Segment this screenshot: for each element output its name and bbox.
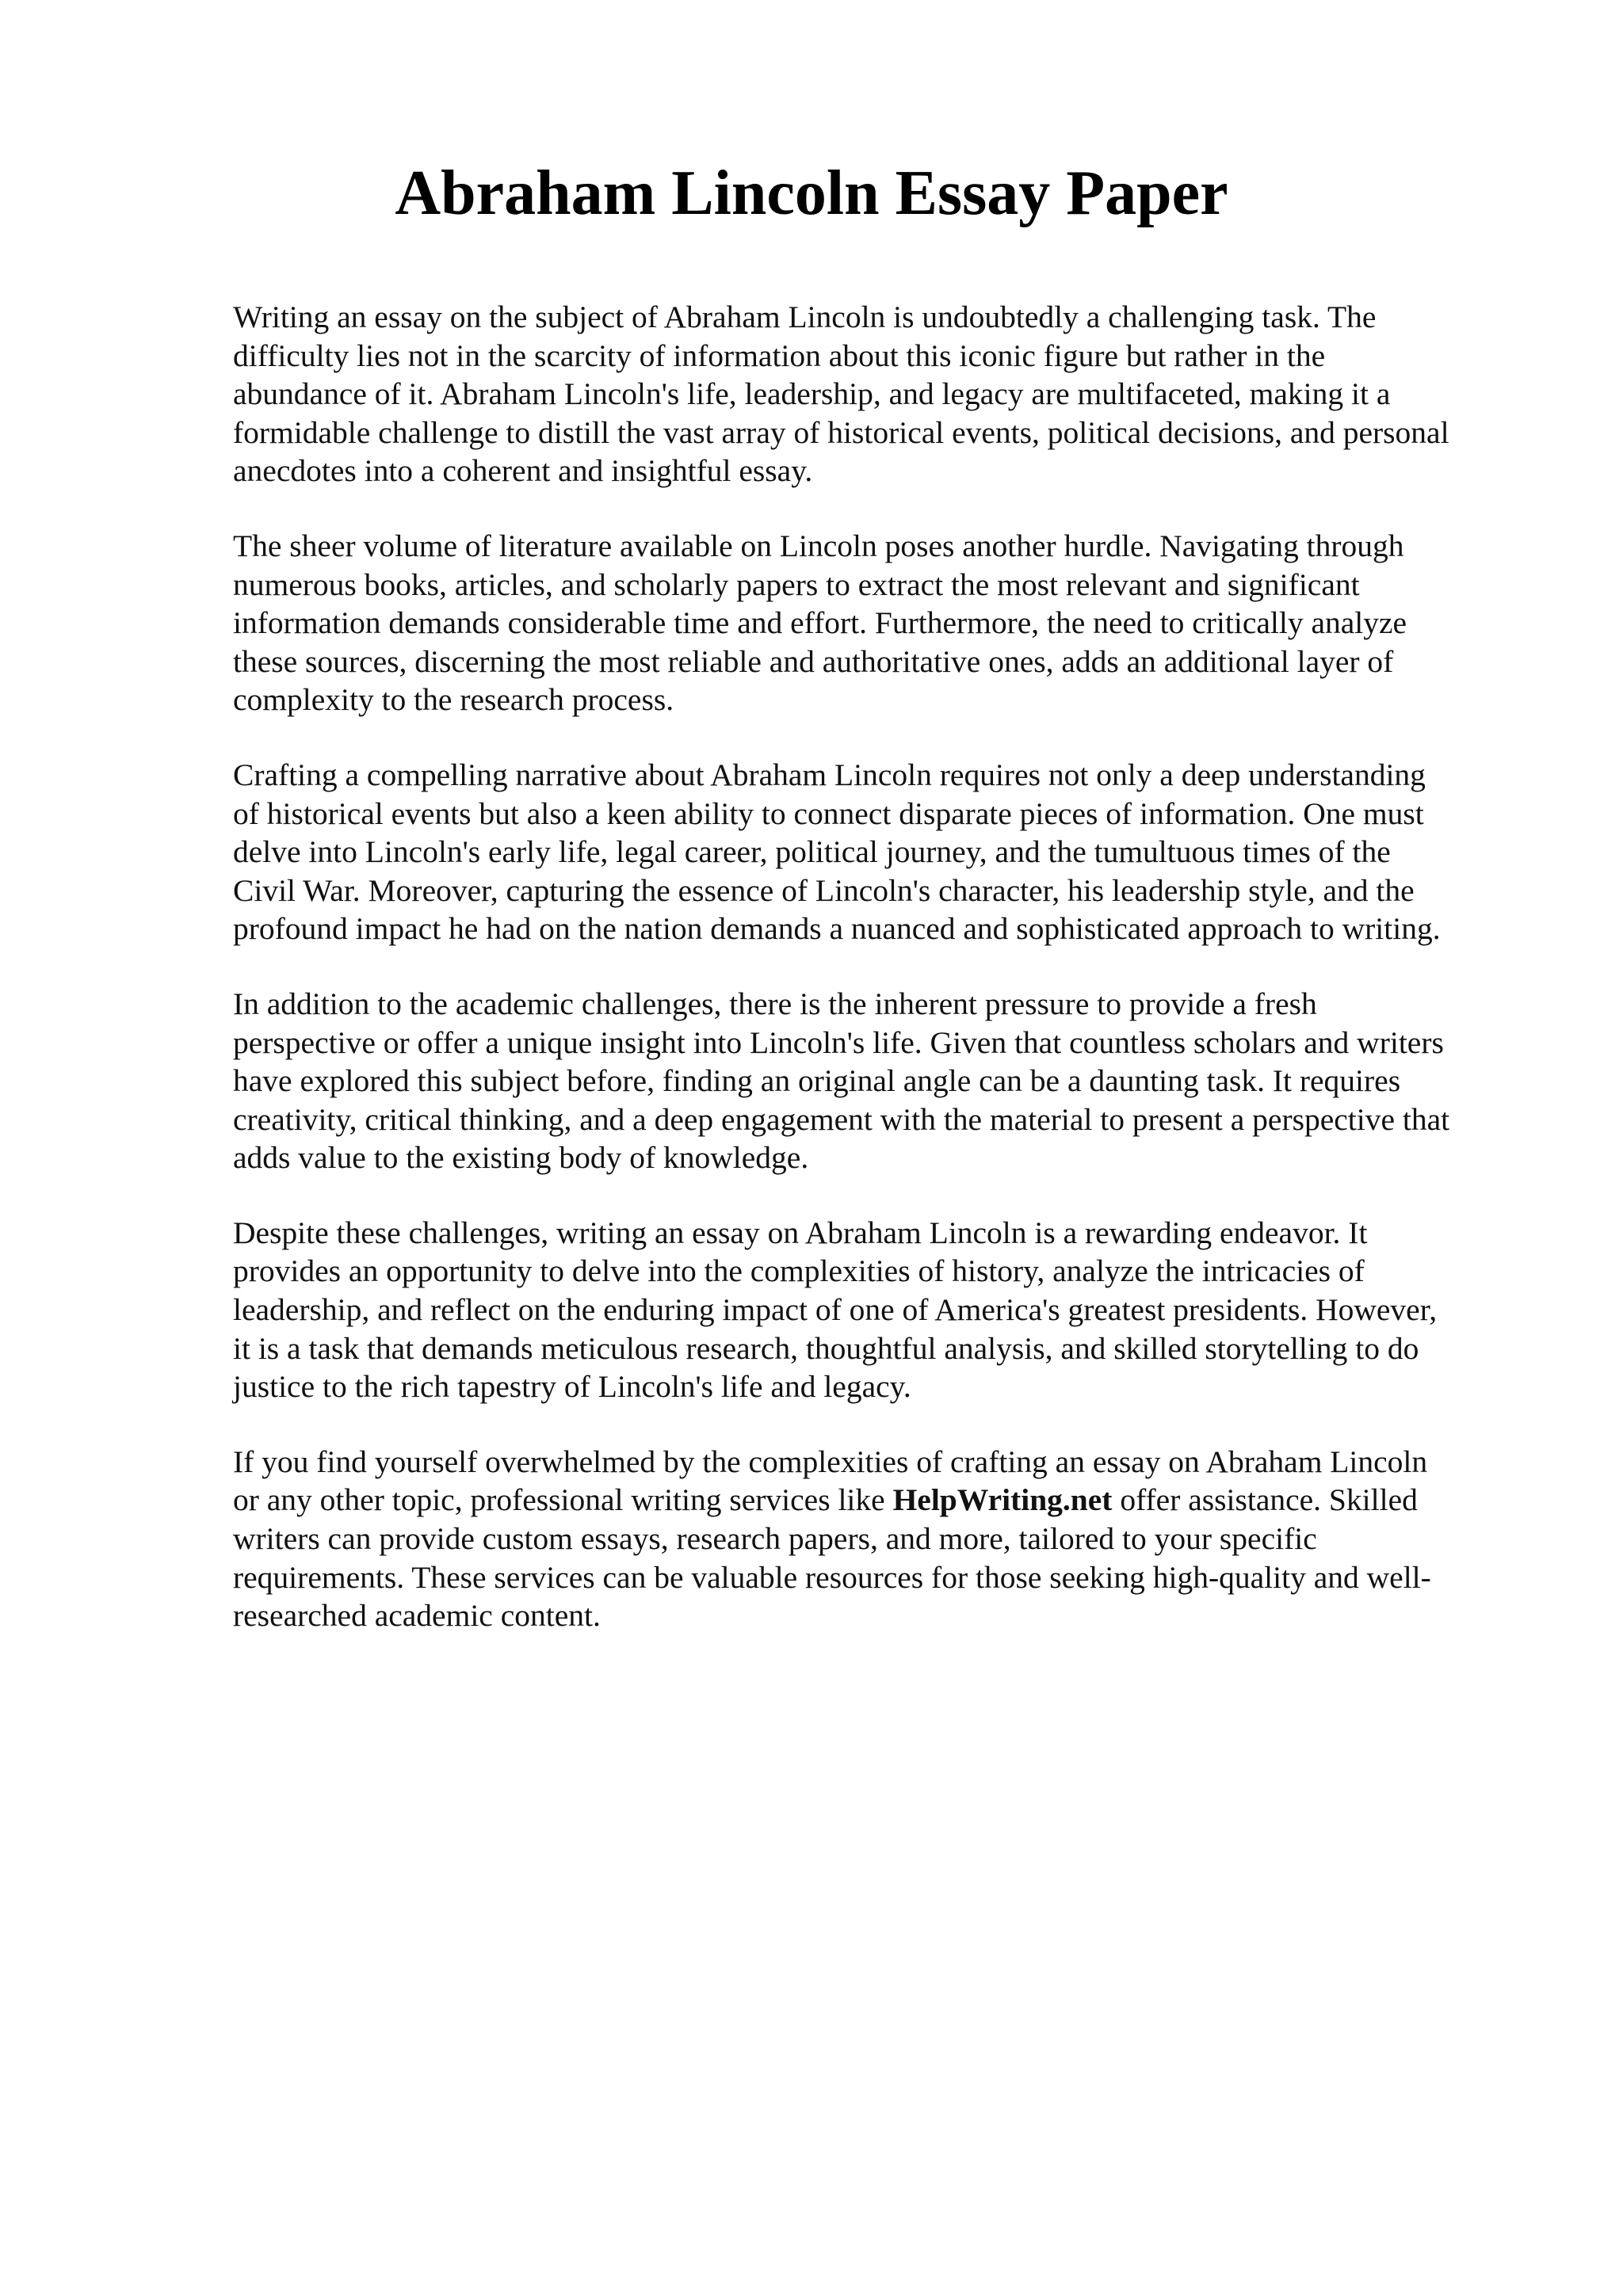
paragraph-line: have explored this subject before, finding an original angle can be a daunting task. It requires (233, 1063, 1401, 1099)
paragraph-line: researched academic content. (233, 1598, 601, 1634)
paragraph-line: complexity to the research process. (233, 682, 674, 718)
paragraph-line: formidable challenge to distill the vast array of historical events, political decisions, and personal (233, 414, 1449, 450)
paragraph-line: provides an opportunity to delve into the complexities of history, analyze the intricacies of (233, 1253, 1365, 1289)
paragraph-1 (233, 298, 1533, 490)
paragraph-3 (233, 756, 1533, 948)
line-text-before-brand: or any other topic, professional writing services like (233, 1482, 893, 1518)
paragraph-line-with-brand (233, 1481, 1533, 1520)
paragraph-line: requirements. These services can be valuable resources for those seeking high-quality and well- (233, 1559, 1431, 1595)
paragraph-4 (233, 985, 1533, 1177)
paragraph-line: Writing an essay on the subject of Abraham Lincoln is undoubtedly a challenging task. The (233, 299, 1377, 334)
essay-body (233, 298, 1533, 1672)
paragraph-line: these sources, discerning the most reliable and authoritative ones, adds an additional layer of (233, 643, 1394, 679)
paragraph-line: delve into Lincoln's early life, legal career, political journey, and the tumultuous times of the (233, 834, 1391, 870)
paragraph-line: Crafting a compelling narrative about Abraham Lincoln requires not only a deep understanding (233, 757, 1426, 792)
paragraph-line: difficulty lies not in the scarcity of information about this iconic figure but rather in the (233, 338, 1326, 373)
paragraph-line: anecdotes into a coherent and insightful essay. (233, 453, 813, 489)
paragraph-line: it is a task that demands meticulous research, thoughtful analysis, and skilled storytelling to do (233, 1330, 1419, 1366)
paragraph-line: leadership, and reflect on the enduring impact of one of America's greatest presidents. However, (233, 1292, 1438, 1328)
paragraph-line: If you find yourself overwhelmed by the complexities of crafting an essay on Abraham Lincoln (233, 1444, 1428, 1479)
paragraph-2 (233, 527, 1533, 719)
paragraph-line: adds value to the existing body of knowledge. (233, 1140, 809, 1176)
paragraph-line: profound impact he had on the nation demands a nuanced and sophisticated approach to writing. (233, 911, 1441, 947)
paragraph-5 (233, 1214, 1533, 1406)
paragraph-line: numerous books, articles, and scholarly papers to extract the most relevant and significant (233, 566, 1360, 602)
paragraph-line: Civil War. Moreover, capturing the essence of Lincoln's character, his leadership style, and the (233, 872, 1415, 908)
paragraph-line: information demands considerable time and effort. Furthermore, the need to critically analyze (233, 605, 1407, 641)
page-title: Abraham Lincoln Essay Paper (395, 158, 1228, 228)
paragraph-line: The sheer volume of literature available on Lincoln poses another hurdle. Navigating through (233, 528, 1404, 563)
paragraph-line: In addition to the academic challenges, there is the inherent pressure to provide a fresh (233, 986, 1317, 1021)
paragraph-line: writers can provide custom essays, research papers, and more, tailored to your specific (233, 1521, 1317, 1557)
paragraph-line: creativity, critical thinking, and a deep engagement with the material to present a perspective that (233, 1101, 1450, 1137)
paragraph-line: abundance of it. Abraham Lincoln's life, leadership, and legacy are multifaceted, making it a (233, 376, 1391, 412)
helpwriting-brand-text: HelpWriting.net (892, 1482, 1113, 1518)
paragraph-6 (233, 1443, 1533, 1635)
paragraph-line: perspective or offer a unique insight into Lincoln's life. Given that countless scholars and writers (233, 1024, 1444, 1060)
paragraph-line: of historical events but also a keen ability to connect disparate pieces of information. One must (233, 795, 1424, 831)
paragraph-line: justice to the rich tapestry of Lincoln's life and legacy. (233, 1369, 911, 1405)
paragraph-line: Despite these challenges, writing an essay on Abraham Lincoln is a rewarding endeavor. It (233, 1215, 1368, 1250)
line-text-after-brand: offer assistance. Skilled (1112, 1482, 1418, 1518)
